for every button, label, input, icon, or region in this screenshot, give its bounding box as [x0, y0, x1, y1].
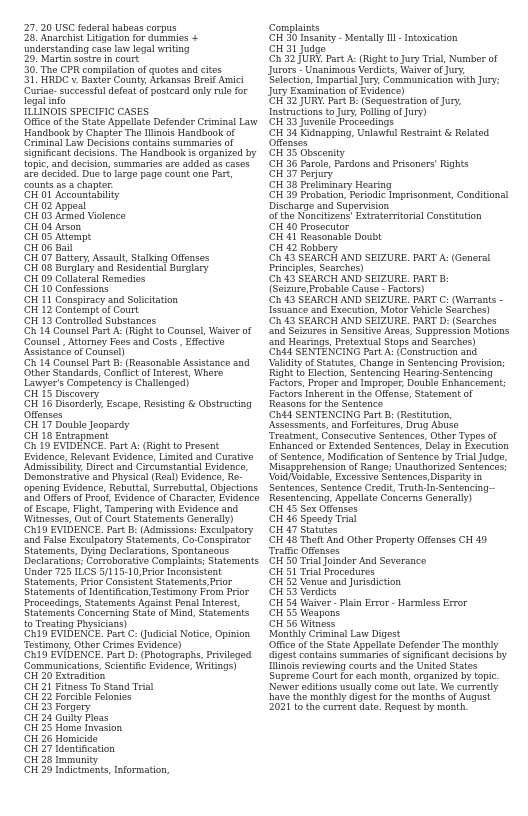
- list-entry: 28. Anarchist Litigation for dummies + understanding case law legal writing: [24, 34, 199, 55]
- list-entry: Ch 43 SEARCH AND SEIZURE. PART A: (General Principles, Searches): [269, 253, 491, 275]
- list-entry: CH 45 Sex Offenses: [269, 504, 358, 515]
- list-entry: Ch19 EVIDENCE. Part D: (Photographs, Privileged Communications, Scientific Evidence, Writings): [24, 651, 252, 672]
- list-entry: Complaints: [269, 24, 320, 34]
- list-entry: Ch 43 SEARCH AND SEIZURE. PART C: (Warrants – Issuance and Execution, Motor Vehicle Searches): [269, 295, 504, 317]
- list-entry: Ch 32 JURY. Part A: (Right to Jury Trial, Number of Jurors - Unanimous Verdicts, Waiver of Jury, Selection, Impartial Jury, Communication with Jury; Jury Examination of Evidence): [269, 55, 500, 97]
- list-entry: CH 46 Speedy Trial: [269, 515, 357, 526]
- list-entry: of the Noncitizens' Extraterritorial Constitution: [269, 212, 482, 223]
- left-column: [24, 24, 260, 816]
- list-entry: Ch 14 Counsel Part B: (Reasonable Assistance and Other Standards, Conflict of Interest, Where Lawyer's Competency is Challenged): [24, 358, 250, 390]
- list-entry: CH 18 Entrapment: [24, 431, 109, 442]
- list-entry: CH 29 Indictments, Information,: [24, 766, 170, 777]
- list-entry: CH 56 Witness: [269, 619, 336, 630]
- list-entry: Monthly Criminal Law Digest: [269, 630, 401, 641]
- list-entry: CH 42 Robbery: [269, 243, 338, 254]
- list-entry: 31. HRDC v. Baxter County, Arkansas Breif Amici Curiae- successful defeat of postcard only rule for legal info: [24, 76, 248, 108]
- list-entry: CH 01 Accountability: [24, 191, 120, 202]
- list-entry: CH 11 Conspiracy and Solicitation: [24, 295, 179, 306]
- list-entry: Ch 43 SEARCH AND SEIZURE. PART B: (Seizure,Probable Cause - Factors): [269, 274, 449, 296]
- list-entry: ILLINOIS SPECIFIC CASES: [24, 107, 150, 118]
- list-entry: CH 32 JURY. Part B: (Sequestration of Jury, Instructions to Jury, Polling of Jury): [269, 97, 462, 118]
- list-entry: CH 13 Controlled Substances: [24, 316, 157, 327]
- list-entry: CH 54 Waiver - Plain Error - Harmless Error: [269, 598, 468, 609]
- list-entry: CH 55 Weapons: [269, 609, 341, 620]
- list-entry: CH 07 Battery, Assault, Stalking Offenses: [24, 253, 210, 264]
- list-entry: Office of the State Appellate Defender Criminal Law Handbook by Chapter The Illinois Handbook of Criminal Law Decisions contains summaries of significant decisions. The Handbook is organized by topic, and decision, summaries are added as cases are decided. Due to large page count one Part, counts as a chapter.: [24, 118, 258, 191]
- list-entry: CH 12 Contempt of Court: [24, 306, 139, 317]
- list-entry: 30. The CPR compilation of quotes and cites: [24, 65, 222, 76]
- list-entry: CH 02 Appeal: [24, 201, 87, 212]
- list-entry: CH 41 Reasonable Doubt: [269, 233, 382, 244]
- list-entry: CH 52 Venue and Jurisdiction: [269, 578, 402, 589]
- list-entry: Ch19 EVIDENCE. Part B: (Admissions: Exculpatory and False Exculpatory Statements, Co-Conspirator Statements, Dying Declarations, Spontaneous Declarations; Corroborative Complaints; Statements Under 725 ILCS 5/115-10,Prior Inconsistent Statements, Prior Consistent Statements,Prior Statements of Identification,Testimony From Prior Proceedings, Statements Against Penal Interest, Statements Concerning State of Mind, Statements to Treating Physicians): [24, 525, 259, 630]
- list-entry: CH 28 Immunity: [24, 755, 98, 766]
- list-entry: CH 35 Obscenity: [269, 149, 345, 160]
- list-entry: CH 05 Attempt: [24, 233, 92, 244]
- list-entry: CH 37 Perjury: [269, 170, 333, 181]
- list-entry: CH 27 Identification: [24, 745, 115, 756]
- list-entry: Ch44 SENTENCING Part A: (Construction and Validity of Statutes, Change in Sentencing Provision; Right to Election, Sentencing Hearing-Sentencing Factors, Proper and Improper, Double Enhancement; Factors Inherent in the Offense, Statement of Reasons for the Sentence: [269, 348, 507, 411]
- list-entry: Ch 14 Counsel Part A: (Right to Counsel, Waiver of Counsel , Attorney Fees and Costs , Effective Assistance of Counsel): [24, 327, 251, 359]
- list-entry: CH 26 Homicide: [24, 734, 98, 745]
- list-entry: Ch 19 EVIDENCE. Part A: (Right to Present Evidence, Relevant Evidence, Limited and Curative Admissibility, Direct and Circumstantial Evidence, Demonstrative and Physical (Real) Evidence, Re-opening Evidence, Rebuttal, Surrebuttal, Objections and Offers of Proof, Evidence of Character, Evidence of Escape, Flight, Tampering with Evidence and Witnesses, Out of Court Statements Generally): [24, 442, 260, 526]
- list-entry: CH 22 Forcible Felonies: [24, 693, 132, 703]
- list-entry: CH 23 Forgery: [24, 703, 91, 714]
- list-entry: CH 21 Fitness To Stand Trial: [24, 682, 154, 693]
- list-entry: CH 38 Preliminary Hearing: [269, 180, 392, 191]
- list-entry: Ch 43 SEARCH AND SEIZURE. PART D: (Searches and Seizures in Sensitive Areas, Suppression Motions and Hearings, Pretextual Stops and Searches): [269, 316, 510, 348]
- list-entry: CH 39 Probation, Periodic Imprisonment, Conditional Discharge and Supervision: [269, 191, 509, 212]
- list-entry: CH 47 Statutes: [269, 525, 338, 536]
- list-entry: CH 51 Trial Procedures: [269, 567, 375, 578]
- list-entry: CH 31 Judge: [269, 44, 326, 55]
- list-entry: CH 24 Guilty Pleas: [24, 713, 109, 724]
- list-entry: CH 06 Bail: [24, 243, 73, 254]
- right-column: [269, 24, 510, 816]
- list-entry: CH 48 Theft And Other Property Offenses CH 49 Traffic Offenses: [269, 536, 488, 557]
- list-entry: Ch19 EVIDENCE. Part C: (Judicial Notice, Opinion Testimony, Other Crimes Evidence): [24, 630, 251, 651]
- list-entry: Office of the State Appellate Defender The monthly digest contains summaries of significant decisions by Illinois reviewing courts and the United States Supreme Court for each month, organized by topic. Newer editions usually come out late. We currently have the monthly digest for the months of August 2021 to the current date. Request by month.: [269, 640, 507, 714]
- list-entry: CH 25 Home Invasion: [24, 724, 123, 735]
- list-entry: CH 34 Kidnapping, Unlawful Restraint & Related Offenses: [269, 128, 490, 149]
- list-entry: CH 36 Parole, Pardons and Prisoners' Rights: [269, 159, 469, 170]
- list-entry: CH 30 Insanity - Mentally Ill - Intoxication: [269, 34, 458, 45]
- list-entry: 29. Martin sostre in court: [24, 55, 140, 66]
- list-entry: Ch44 SENTENCING Part B: (Restitution, Assessments, and Forfeitures, Drug Abuse Treatment, Consecutive Sentences, Other Types of Enhanced or Extended Sentences, Delay in Execution of Sentence, Modification of Sentence by Trial Judge, Misapprehension of Range; Unauthorized Sentences; Void/Voidable, Excessive Sentences,Disparity in Sentences, Sentence Credit, Truth-In-Sentencing--Resentencing, Appellate Concerns Generally): [269, 410, 509, 505]
- list-entry: CH 15 Discovery: [24, 389, 100, 400]
- list-entry: CH 04 Arson: [24, 222, 82, 233]
- list-entry: 27. 20 USC federal habeas corpus: [24, 24, 177, 34]
- list-entry: CH 40 Prosecutor: [269, 222, 349, 233]
- list-entry: CH 50 Trial Joinder And Severance: [269, 557, 427, 568]
- list-entry: CH 16 Disorderly, Escape, Resisting & Obstructing Offenses: [24, 400, 252, 421]
- list-entry: CH 03 Armed Violence: [24, 212, 126, 223]
- list-entry: CH 20 Extradition: [24, 672, 106, 683]
- list-entry: CH 10 Confessions: [24, 285, 109, 296]
- list-entry: CH 08 Burglary and Residential Burglary: [24, 264, 209, 275]
- list-entry: CH 33 Juvenile Proceedings: [269, 118, 394, 129]
- list-entry: CH 09 Collateral Remedies: [24, 274, 146, 285]
- list-entry: CH 53 Verdicts: [269, 588, 337, 599]
- list-entry: CH 17 Double Jeopardy: [24, 421, 130, 432]
